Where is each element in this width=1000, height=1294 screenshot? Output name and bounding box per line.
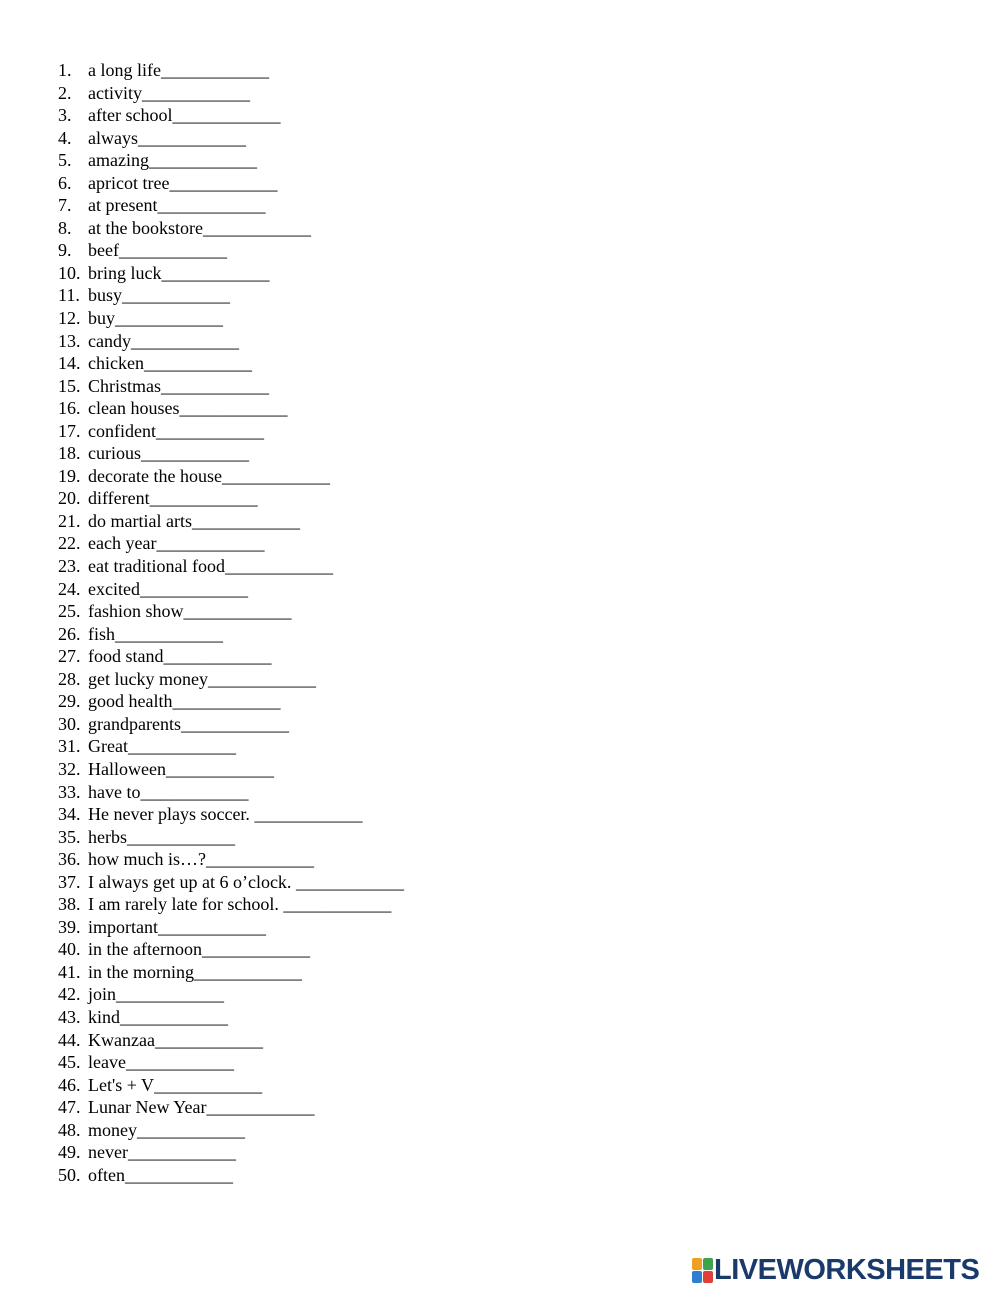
answer-blank[interactable]: ____________ bbox=[169, 172, 278, 193]
item-number: 37. bbox=[58, 871, 81, 892]
answer-blank[interactable]: ____________ bbox=[139, 578, 248, 599]
item-term: curious bbox=[88, 443, 141, 464]
item-number: 5. bbox=[58, 150, 72, 171]
list-item bbox=[58, 59, 404, 82]
item-term: after school bbox=[88, 105, 173, 126]
list-item bbox=[58, 893, 404, 916]
answer-blank[interactable]: ____________ bbox=[206, 1097, 315, 1118]
item-term: get lucky money bbox=[88, 668, 208, 689]
item-number: 39. bbox=[58, 916, 81, 937]
item-term: always bbox=[88, 127, 138, 148]
list-item bbox=[58, 330, 404, 353]
answer-blank[interactable]: ____________ bbox=[122, 285, 231, 306]
list-item bbox=[58, 442, 404, 465]
answer-blank[interactable]: ____________ bbox=[158, 916, 266, 937]
answer-blank[interactable]: ____________ bbox=[120, 1006, 229, 1027]
item-term: amazing bbox=[88, 150, 149, 171]
item-number: 28. bbox=[58, 668, 81, 689]
answer-blank[interactable]: ____________ bbox=[172, 105, 281, 126]
list-item bbox=[58, 532, 404, 555]
list-item bbox=[58, 938, 404, 961]
list-item bbox=[58, 848, 404, 871]
item-term: Lunar New Year bbox=[88, 1097, 207, 1118]
answer-blank[interactable]: ____________ bbox=[124, 1164, 233, 1185]
logo-square-red bbox=[703, 1271, 713, 1283]
list-item bbox=[58, 149, 404, 172]
item-term: different bbox=[88, 488, 150, 509]
item-number: 50. bbox=[58, 1164, 81, 1185]
list-item bbox=[58, 690, 404, 713]
answer-blank[interactable]: ____________ bbox=[127, 826, 235, 847]
item-number: 2. bbox=[58, 82, 72, 103]
item-term: chicken bbox=[88, 353, 144, 374]
answer-blank[interactable]: ____________ bbox=[141, 82, 250, 103]
item-term: how much is…? bbox=[88, 849, 206, 870]
answer-blank[interactable]: ____________ bbox=[116, 984, 225, 1005]
list-item bbox=[58, 284, 404, 307]
list-item bbox=[58, 510, 404, 533]
item-term: join bbox=[88, 984, 117, 1005]
list-item bbox=[58, 555, 404, 578]
item-number: 8. bbox=[58, 217, 72, 238]
item-number: 25. bbox=[58, 601, 81, 622]
answer-blank[interactable]: ____________ bbox=[118, 240, 227, 261]
list-item bbox=[58, 172, 404, 195]
answer-blank[interactable]: ____________ bbox=[161, 375, 270, 396]
item-term: at present bbox=[88, 195, 158, 216]
item-number: 23. bbox=[58, 556, 81, 577]
item-number: 49. bbox=[58, 1142, 81, 1163]
item-term: a long life bbox=[88, 60, 161, 80]
answer-blank[interactable]: ____________ bbox=[115, 623, 223, 644]
item-number: 17. bbox=[58, 420, 81, 441]
list-item bbox=[58, 1006, 404, 1029]
answer-blank[interactable]: ____________ bbox=[194, 961, 302, 982]
item-term: Halloween bbox=[88, 758, 166, 779]
answer-blank[interactable]: ____________ bbox=[224, 556, 333, 577]
item-term: decorate the house bbox=[88, 465, 222, 486]
item-number: 6. bbox=[58, 172, 72, 193]
list-item bbox=[58, 781, 404, 804]
item-number: 35. bbox=[58, 826, 81, 847]
item-number: 7. bbox=[58, 195, 72, 216]
item-term: never bbox=[88, 1142, 128, 1163]
item-number: 10. bbox=[58, 262, 81, 283]
list-item bbox=[58, 465, 404, 488]
item-number: 4. bbox=[58, 127, 72, 148]
logo-square-orange bbox=[692, 1258, 702, 1270]
list-item bbox=[58, 1074, 404, 1097]
item-term: confident bbox=[88, 420, 156, 441]
item-term: kind bbox=[88, 1006, 121, 1027]
list-item bbox=[58, 104, 404, 127]
list-item bbox=[58, 420, 404, 443]
item-number: 26. bbox=[58, 623, 81, 644]
list-item bbox=[58, 961, 404, 984]
answer-blank[interactable]: ____________ bbox=[221, 465, 330, 486]
item-number: 46. bbox=[58, 1074, 81, 1095]
list-item bbox=[58, 217, 404, 240]
item-number: 18. bbox=[58, 443, 81, 464]
item-number: 27. bbox=[58, 646, 81, 667]
item-number: 9. bbox=[58, 240, 72, 261]
item-number: 22. bbox=[58, 533, 81, 554]
list-item bbox=[58, 1164, 404, 1187]
item-number: 31. bbox=[58, 736, 81, 757]
answer-blank[interactable]: ____________ bbox=[157, 195, 266, 216]
item-term: eat traditional food bbox=[88, 556, 225, 577]
item-number: 14. bbox=[58, 353, 81, 374]
list-item bbox=[58, 578, 404, 601]
item-term: candy bbox=[88, 330, 131, 351]
answer-blank[interactable]: ____________ bbox=[172, 691, 281, 712]
item-term: herbs bbox=[88, 826, 127, 847]
item-number: 1. bbox=[58, 60, 72, 80]
list-item bbox=[58, 262, 404, 285]
item-term: fish bbox=[88, 623, 115, 644]
item-term: beef bbox=[88, 240, 119, 261]
answer-blank[interactable]: ____________ bbox=[160, 60, 269, 80]
item-number: 30. bbox=[58, 713, 81, 734]
item-number: 20. bbox=[58, 488, 81, 509]
answer-blank[interactable]: ____________ bbox=[127, 1142, 236, 1163]
list-item bbox=[58, 352, 404, 375]
list-item bbox=[58, 600, 404, 623]
item-number: 19. bbox=[58, 465, 81, 486]
list-item bbox=[58, 758, 404, 781]
item-number: 42. bbox=[58, 984, 81, 1005]
answer-blank[interactable]: ____________ bbox=[125, 1052, 234, 1073]
item-number: 38. bbox=[58, 894, 81, 915]
answer-blank[interactable]: ____________ bbox=[137, 1119, 245, 1140]
answer-blank[interactable]: ____________ bbox=[205, 849, 314, 870]
list-item bbox=[58, 307, 404, 330]
item-term: bring luck bbox=[88, 262, 162, 283]
list-item bbox=[58, 645, 404, 668]
item-number: 33. bbox=[58, 781, 81, 802]
logo-square-green bbox=[703, 1258, 713, 1270]
list-item bbox=[58, 735, 404, 758]
list-item bbox=[58, 194, 404, 217]
answer-blank[interactable]: ____________ bbox=[140, 781, 249, 802]
answer-blank[interactable]: ____________ bbox=[154, 1074, 263, 1095]
item-number: 11. bbox=[58, 285, 80, 306]
item-term: Christmas bbox=[88, 375, 162, 396]
answer-blank[interactable]: ____________ bbox=[137, 127, 246, 148]
item-number: 13. bbox=[58, 330, 81, 351]
vocabulary-list bbox=[58, 59, 404, 1186]
list-item bbox=[58, 127, 404, 150]
list-item bbox=[58, 82, 404, 105]
item-term: fashion show bbox=[88, 601, 184, 622]
item-number: 32. bbox=[58, 758, 81, 779]
answer-blank[interactable]: ____________ bbox=[202, 217, 311, 238]
item-term: He never plays soccer. bbox=[88, 804, 255, 825]
item-number: 41. bbox=[58, 961, 81, 982]
list-item bbox=[58, 1029, 404, 1052]
answer-blank[interactable]: ____________ bbox=[161, 262, 270, 283]
answer-blank[interactable]: ____________ bbox=[127, 736, 236, 757]
answer-blank[interactable]: ____________ bbox=[207, 668, 316, 689]
item-term: Kwanzaa bbox=[88, 1029, 155, 1050]
item-term: good health bbox=[88, 691, 173, 712]
item-number: 36. bbox=[58, 849, 81, 870]
item-term: buy bbox=[88, 308, 115, 329]
answer-blank[interactable]: ____________ bbox=[130, 330, 239, 351]
item-term: do martial arts bbox=[88, 510, 192, 531]
answer-blank[interactable]: ____________ bbox=[295, 871, 404, 892]
item-term: each year bbox=[88, 533, 157, 554]
item-number: 24. bbox=[58, 578, 81, 599]
list-item bbox=[58, 668, 404, 691]
item-term: I always get up at 6 o’clock. bbox=[88, 871, 296, 892]
item-number: 34. bbox=[58, 804, 81, 825]
list-item bbox=[58, 487, 404, 510]
list-item bbox=[58, 826, 404, 849]
answer-blank[interactable]: ____________ bbox=[154, 1029, 263, 1050]
item-number: 44. bbox=[58, 1029, 81, 1050]
answer-blank[interactable]: ____________ bbox=[149, 488, 258, 509]
item-term: leave bbox=[88, 1052, 126, 1073]
logo-text: LIVEWORKSHEETS bbox=[714, 1254, 980, 1286]
answer-blank[interactable]: ____________ bbox=[179, 398, 288, 419]
item-term: important bbox=[88, 916, 158, 937]
liveworksheets-logo-icon bbox=[692, 1258, 712, 1282]
list-item bbox=[58, 1141, 404, 1164]
list-item bbox=[58, 916, 404, 939]
list-item bbox=[58, 871, 404, 894]
item-number: 3. bbox=[58, 105, 72, 126]
item-term: at the bookstore bbox=[88, 217, 203, 238]
item-number: 48. bbox=[58, 1119, 81, 1140]
item-number: 45. bbox=[58, 1052, 81, 1073]
item-term: money bbox=[88, 1119, 137, 1140]
item-term: I am rarely late for school. bbox=[88, 894, 284, 915]
item-term: Great bbox=[88, 736, 128, 757]
item-term: busy bbox=[88, 285, 123, 306]
item-number: 12. bbox=[58, 308, 81, 329]
answer-blank[interactable]: ____________ bbox=[163, 646, 272, 667]
liveworksheets-logo bbox=[692, 1255, 979, 1285]
list-item bbox=[58, 1051, 404, 1074]
answer-blank[interactable]: ____________ bbox=[148, 150, 257, 171]
item-term: Let's + V bbox=[88, 1074, 155, 1095]
item-term: grandparents bbox=[88, 713, 181, 734]
item-term: clean houses bbox=[88, 398, 180, 419]
item-number: 47. bbox=[58, 1097, 81, 1118]
answer-blank[interactable]: ____________ bbox=[141, 443, 249, 464]
logo-square-blue bbox=[692, 1271, 702, 1283]
list-item bbox=[58, 1119, 404, 1142]
item-term: in the morning bbox=[88, 961, 194, 982]
item-term: have to bbox=[88, 781, 141, 802]
item-term: in the afternoon bbox=[88, 939, 202, 960]
list-item bbox=[58, 1096, 404, 1119]
list-item bbox=[58, 239, 404, 262]
item-term: food stand bbox=[88, 646, 164, 667]
answer-blank[interactable]: ____________ bbox=[155, 420, 264, 441]
item-term: often bbox=[88, 1164, 125, 1185]
list-item bbox=[58, 983, 404, 1006]
answer-blank[interactable]: ____________ bbox=[143, 353, 252, 374]
answer-blank[interactable]: ____________ bbox=[156, 533, 265, 554]
answer-blank[interactable]: ____________ bbox=[180, 713, 289, 734]
item-number: 40. bbox=[58, 939, 81, 960]
item-number: 16. bbox=[58, 398, 81, 419]
list-item bbox=[58, 375, 404, 398]
answer-blank[interactable]: ____________ bbox=[283, 894, 392, 915]
answer-blank[interactable]: ____________ bbox=[201, 939, 310, 960]
list-item bbox=[58, 803, 404, 826]
item-number: 29. bbox=[58, 691, 81, 712]
answer-blank[interactable]: ____________ bbox=[165, 758, 274, 779]
item-term: excited bbox=[88, 578, 140, 599]
answer-blank[interactable]: ____________ bbox=[115, 308, 223, 329]
item-number: 21. bbox=[58, 510, 81, 531]
item-number: 43. bbox=[58, 1006, 81, 1027]
answer-blank[interactable]: ____________ bbox=[183, 601, 292, 622]
item-term: apricot tree bbox=[88, 172, 170, 193]
answer-blank[interactable]: ____________ bbox=[254, 804, 363, 825]
list-item bbox=[58, 623, 404, 646]
list-item bbox=[58, 713, 404, 736]
item-term: activity bbox=[88, 82, 142, 103]
item-number: 15. bbox=[58, 375, 81, 396]
answer-blank[interactable]: ____________ bbox=[191, 510, 300, 531]
list-item bbox=[58, 397, 404, 420]
